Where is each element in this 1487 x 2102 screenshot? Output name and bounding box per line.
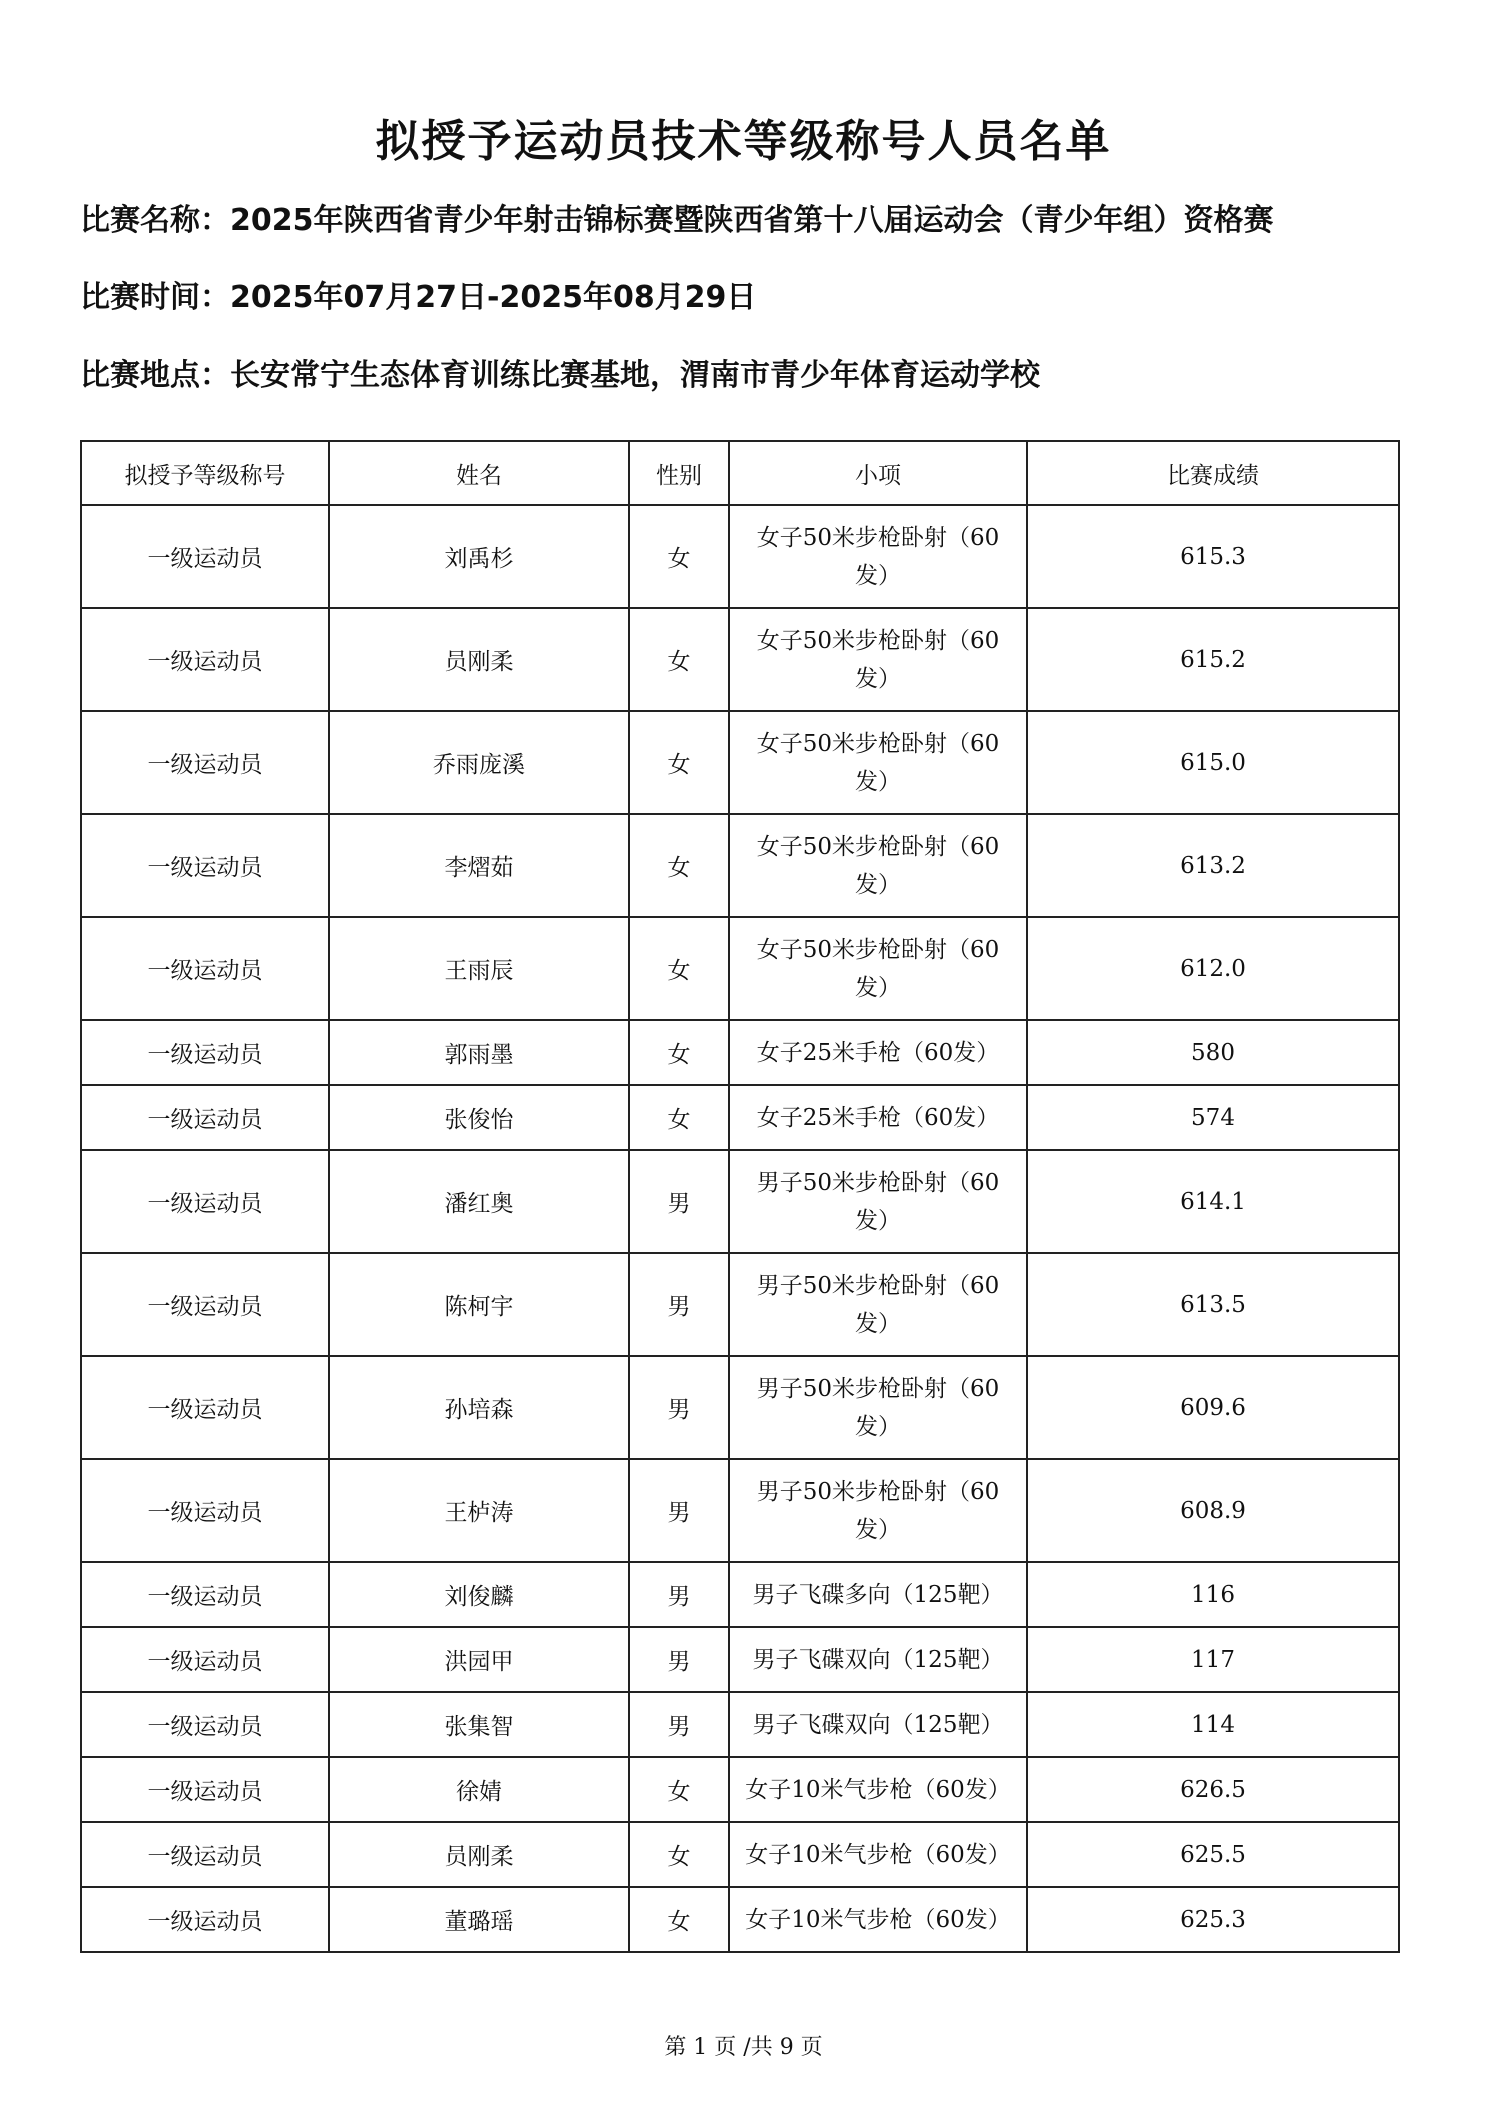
cell-gender: 男	[629, 1692, 729, 1757]
cell-event	[729, 1085, 1027, 1150]
table-row	[81, 1757, 1399, 1822]
event-text: 女子10米气步枪（60发）	[745, 1841, 1011, 1868]
table-row	[81, 1356, 1399, 1459]
header-event: 小项	[729, 441, 1027, 505]
competition-venue-line	[80, 350, 1040, 394]
cell-gender: 女	[629, 608, 729, 711]
cell-score: 614.1	[1027, 1150, 1399, 1253]
table-row	[81, 814, 1399, 917]
cell-score: 615.2	[1027, 608, 1399, 711]
competition-time-line	[80, 272, 756, 316]
cell-gender: 男	[629, 1150, 729, 1253]
cell-score: 613.2	[1027, 814, 1399, 917]
event-text: 女子10米气步枪（60发）	[745, 1906, 1011, 1933]
cell-grade: 一级运动员	[81, 1627, 329, 1692]
table-row	[81, 1020, 1399, 1085]
table-row	[81, 711, 1399, 814]
event-text: 女子50米步枪卧射（60发）	[756, 833, 1000, 898]
cell-score: 615.3	[1027, 505, 1399, 608]
cell-event	[729, 608, 1027, 711]
cell-event	[729, 1459, 1027, 1562]
cell-grade: 一级运动员	[81, 711, 329, 814]
cell-score: 613.5	[1027, 1253, 1399, 1356]
table-row	[81, 1459, 1399, 1562]
event-text: 男子飞碟双向（125靶）	[752, 1646, 1004, 1673]
cell-grade: 一级运动员	[81, 608, 329, 711]
cell-score: 625.3	[1027, 1887, 1399, 1952]
cell-name: 潘红奥	[329, 1150, 629, 1253]
event-text: 男子50米步枪卧射（60发）	[756, 1375, 1000, 1440]
event-text: 女子25米手枪（60发）	[756, 1039, 1000, 1066]
cell-gender: 女	[629, 1085, 729, 1150]
table-row	[81, 917, 1399, 1020]
header-grade: 拟授予等级称号	[81, 441, 329, 505]
cell-score: 574	[1027, 1085, 1399, 1150]
cell-name: 乔雨庞溪	[329, 711, 629, 814]
event-text: 男子50米步枪卧射（60发）	[756, 1169, 1000, 1234]
event-text: 男子50米步枪卧射（60发）	[756, 1272, 1000, 1337]
cell-name: 孙培森	[329, 1356, 629, 1459]
cell-event	[729, 814, 1027, 917]
table-row	[81, 1085, 1399, 1150]
cell-event	[729, 1627, 1027, 1692]
cell-event	[729, 1692, 1027, 1757]
cell-grade: 一级运动员	[81, 1085, 329, 1150]
cell-gender: 男	[629, 1253, 729, 1356]
cell-gender: 女	[629, 1822, 729, 1887]
cell-score: 608.9	[1027, 1459, 1399, 1562]
table-row	[81, 1887, 1399, 1952]
event-text: 男子飞碟双向（125靶）	[752, 1711, 1004, 1738]
competition-venue-label: 比赛地点：	[80, 358, 230, 393]
cell-score: 612.0	[1027, 917, 1399, 1020]
cell-gender: 女	[629, 505, 729, 608]
cell-score: 609.6	[1027, 1356, 1399, 1459]
competition-time-value: 2025年07月27日-2025年08月29日	[230, 280, 757, 315]
competition-name-value: 2025年陕西省青少年射击锦标赛暨陕西省第十八届运动会（青少年组）资格赛	[230, 203, 1274, 238]
table-header-row	[81, 441, 1399, 505]
cell-name: 刘俊麟	[329, 1562, 629, 1627]
cell-name: 李熠茹	[329, 814, 629, 917]
cell-gender: 女	[629, 711, 729, 814]
cell-score: 580	[1027, 1020, 1399, 1085]
competition-name-label: 比赛名称：	[80, 203, 230, 238]
table-row	[81, 1562, 1399, 1627]
cell-name: 张集智	[329, 1692, 629, 1757]
cell-grade: 一级运动员	[81, 1459, 329, 1562]
cell-grade: 一级运动员	[81, 1356, 329, 1459]
cell-grade: 一级运动员	[81, 917, 329, 1020]
event-text: 女子50米步枪卧射（60发）	[756, 524, 1000, 589]
cell-grade: 一级运动员	[81, 1757, 329, 1822]
cell-gender: 男	[629, 1459, 729, 1562]
table-row	[81, 1627, 1399, 1692]
cell-event	[729, 917, 1027, 1020]
cell-name: 王雨辰	[329, 917, 629, 1020]
cell-name: 张俊怡	[329, 1085, 629, 1150]
event-text: 女子10米气步枪（60发）	[745, 1776, 1011, 1803]
cell-gender: 女	[629, 814, 729, 917]
cell-score: 117	[1027, 1627, 1399, 1692]
cell-score: 615.0	[1027, 711, 1399, 814]
event-text: 女子50米步枪卧射（60发）	[756, 730, 1000, 795]
cell-name: 王栌涛	[329, 1459, 629, 1562]
header-gender: 性别	[629, 441, 729, 505]
cell-grade: 一级运动员	[81, 1150, 329, 1253]
cell-score: 114	[1027, 1692, 1399, 1757]
cell-grade: 一级运动员	[81, 1253, 329, 1356]
event-text: 女子50米步枪卧射（60发）	[756, 936, 1000, 1001]
page-number: 第 1 页 /共 9 页	[664, 2035, 823, 2060]
cell-event	[729, 1757, 1027, 1822]
cell-name: 徐婧	[329, 1757, 629, 1822]
cell-gender: 女	[629, 1757, 729, 1822]
table-row	[81, 1253, 1399, 1356]
table-row	[81, 1822, 1399, 1887]
cell-event	[729, 1356, 1027, 1459]
cell-gender: 女	[629, 1887, 729, 1952]
competition-venue-value: 长安常宁生态体育训练比赛基地，渭南市青少年体育运动学校	[230, 358, 1040, 393]
cell-name: 员刚柔	[329, 608, 629, 711]
table-body	[81, 505, 1399, 1952]
cell-gender: 男	[629, 1356, 729, 1459]
cell-gender: 男	[629, 1627, 729, 1692]
cell-gender: 女	[629, 917, 729, 1020]
event-text: 男子飞碟多向（125靶）	[752, 1581, 1004, 1608]
table-row	[81, 505, 1399, 608]
cell-event	[729, 1822, 1027, 1887]
cell-score: 626.5	[1027, 1757, 1399, 1822]
cell-event	[729, 1020, 1027, 1085]
cell-event	[729, 505, 1027, 608]
cell-gender: 女	[629, 1020, 729, 1085]
cell-event	[729, 711, 1027, 814]
cell-name: 董璐瑶	[329, 1887, 629, 1952]
cell-score: 625.5	[1027, 1822, 1399, 1887]
cell-grade: 一级运动员	[81, 1020, 329, 1085]
header-score: 比赛成绩	[1027, 441, 1399, 505]
page-title: 拟授予运动员技术等级称号人员名单	[375, 116, 1112, 167]
cell-name: 郭雨墨	[329, 1020, 629, 1085]
cell-grade: 一级运动员	[81, 1887, 329, 1952]
cell-event	[729, 1562, 1027, 1627]
cell-grade: 一级运动员	[81, 1822, 329, 1887]
cell-name: 洪园甲	[329, 1627, 629, 1692]
athlete-roster-table	[80, 440, 1400, 1953]
cell-gender: 男	[629, 1562, 729, 1627]
cell-name: 员刚柔	[329, 1822, 629, 1887]
cell-grade: 一级运动员	[81, 814, 329, 917]
cell-grade: 一级运动员	[81, 1562, 329, 1627]
header-name: 姓名	[329, 441, 629, 505]
cell-name: 陈柯宇	[329, 1253, 629, 1356]
cell-event	[729, 1887, 1027, 1952]
cell-grade: 一级运动员	[81, 1692, 329, 1757]
cell-event	[729, 1253, 1027, 1356]
cell-event	[729, 1150, 1027, 1253]
table-row	[81, 1150, 1399, 1253]
event-text: 女子25米手枪（60发）	[756, 1104, 1000, 1131]
cell-name: 刘禹杉	[329, 505, 629, 608]
table-row	[81, 1692, 1399, 1757]
cell-score: 116	[1027, 1562, 1399, 1627]
table-row	[81, 608, 1399, 711]
cell-grade: 一级运动员	[81, 505, 329, 608]
competition-name-line	[80, 195, 1274, 239]
event-text: 男子50米步枪卧射（60发）	[756, 1478, 1000, 1543]
event-text: 女子50米步枪卧射（60发）	[756, 627, 1000, 692]
competition-time-label: 比赛时间：	[80, 280, 230, 315]
